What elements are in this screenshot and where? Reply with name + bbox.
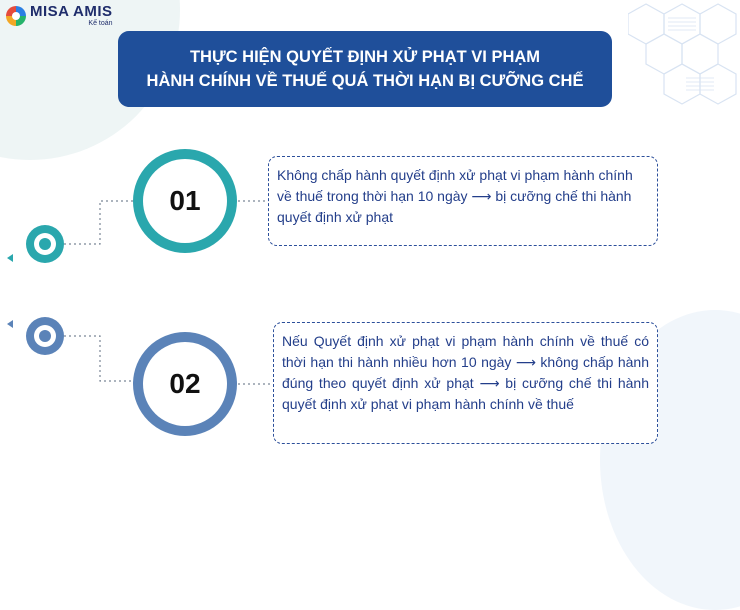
step-2-marker-icon — [26, 317, 64, 355]
logo-subtitle: Kế toán — [88, 20, 113, 27]
logo-name: MISA AMIS — [30, 3, 113, 20]
step-1-number-circle — [133, 149, 237, 253]
step-2-number-circle — [133, 332, 237, 436]
title-line-1: THỰC HIỆN QUYẾT ĐỊNH XỬ PHẠT VI PHẠM — [189, 48, 541, 66]
arrow-tip-left-2 — [7, 320, 13, 328]
title-line-2: HÀNH CHÍNH VỀ THUẾ QUÁ THỜI HẠN BỊ CƯỠNG CHẾ — [146, 72, 584, 90]
step-2-number: 02 — [169, 368, 201, 399]
step-1-description: Không chấp hành quyết định xử phạt vi phạm hành chính về thuế trong thời hạn 10 ngày ⟶ bị cưỡng chế thi hành quyết định xử phạt — [268, 156, 658, 246]
step-1-number: 01 — [169, 185, 201, 216]
step-1-marker-icon — [26, 225, 64, 263]
step-2-description: Nếu Quyết định xử phạt vi phạm hành chính về thuế có thời hạn thi hành nhiều hơn 10 ngày ⟶ không chấp hành đúng theo quyết định xử phạt ⟶ bị cưỡng chế thi hành quyết định xử phạt vi phạm hành chính về thuế — [273, 322, 658, 444]
arrow-tip-left-1 — [7, 254, 13, 262]
